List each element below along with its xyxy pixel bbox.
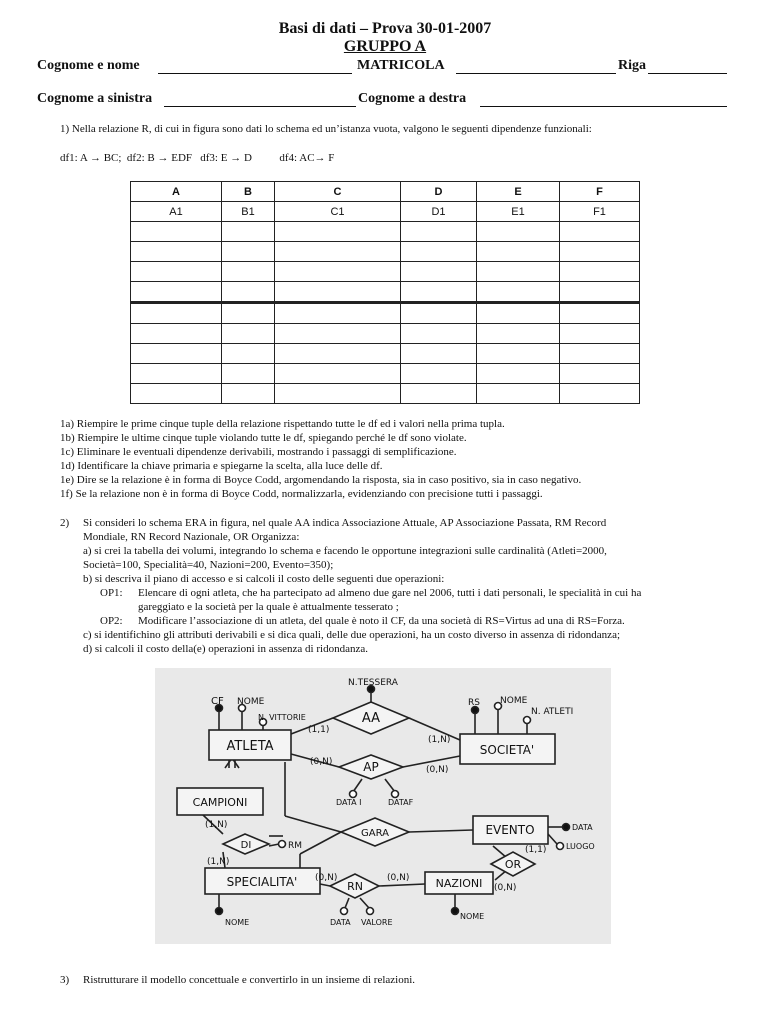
table-row[interactable] bbox=[131, 324, 640, 344]
relationship-label: GARA bbox=[361, 828, 389, 839]
table-row[interactable] bbox=[131, 262, 640, 282]
cardinality-label: (0,N) bbox=[494, 883, 517, 893]
right-neighbor-label: Cognome a destra bbox=[358, 91, 467, 106]
cardinality-label: (1,1) bbox=[525, 845, 547, 855]
name-blank[interactable] bbox=[158, 73, 352, 74]
q2-line: b) si descriva il piano di accesso e si calcoli il costo delle seguenti due operazioni: bbox=[83, 573, 445, 586]
group-label: GRUPPO A bbox=[343, 38, 427, 55]
list-item: 1c) Eliminare le eventuali dipendenze derivabili, mostrando i passaggi di semplificazione. bbox=[60, 446, 457, 459]
q1-dependencies: df1: A → BC; df2: B → EDF df3: E → D df4: AC→ F bbox=[60, 152, 335, 164]
q2-line: Mondiale, RN Record Nazionale, OR Organizza: bbox=[83, 531, 300, 544]
entity-label: CAMPIONI bbox=[192, 796, 248, 809]
cardinality-label: (0,N) bbox=[426, 765, 449, 775]
q2-line: Si consideri lo schema ERA in figura, nel quale AA indica Associazione Attuale, AP Associazione Passata, RM Record bbox=[83, 517, 607, 529]
attribute-label: NOME bbox=[237, 697, 265, 707]
relationship-label: DI bbox=[240, 840, 252, 851]
q2-item-d: d) si calcoli il costo della(e) operazioni in assenza di ridondanza. bbox=[83, 643, 368, 655]
table-row[interactable] bbox=[131, 282, 640, 303]
er-diagram bbox=[155, 668, 611, 944]
list-item: 1e) Dire se la relazione è in forma di Boyce Codd, argomendando la risposta, sia in caso positivo, sia in caso negativo. bbox=[60, 474, 582, 487]
attribute-label: VALORE bbox=[361, 918, 393, 927]
cardinality-label: (0,N) bbox=[387, 873, 410, 883]
attr-dot bbox=[392, 791, 399, 798]
name-label: Cognome e nome bbox=[37, 58, 140, 73]
q1-items bbox=[60, 417, 581, 502]
relationship-label: AA bbox=[361, 711, 381, 726]
op2-text: Modificare l’associazione di un atleta, del quale è noto il CF, da una società di RS=Virtus ad una di RS=Forza. bbox=[138, 615, 625, 627]
riga-blank[interactable] bbox=[648, 73, 727, 74]
attribute-label: NOME bbox=[225, 918, 250, 927]
col-header: E bbox=[477, 182, 560, 202]
col-header: C bbox=[275, 182, 401, 202]
cardinality-label: (1,N) bbox=[428, 735, 451, 745]
table-row[interactable] bbox=[131, 242, 640, 262]
table-row[interactable] bbox=[131, 384, 640, 404]
attr-key-dot bbox=[563, 824, 570, 831]
table-cell: F1 bbox=[560, 202, 640, 222]
q2-line: a) si crei la tabella dei volumi, integrando lo schema e facendo le opportune integrazioni sulle cardinalità (Atleti=2000, bbox=[83, 545, 607, 558]
attribute-label: LUOGO bbox=[566, 842, 595, 851]
list-item: 1d) Identificare la chiave primaria e spiegarne la scelta, alla luce delle df. bbox=[60, 460, 383, 473]
col-header: F bbox=[560, 182, 640, 202]
attribute-label: RS bbox=[468, 698, 480, 708]
attr-dot bbox=[557, 843, 564, 850]
attribute-label: CF bbox=[211, 696, 224, 707]
cardinality-label: (1,1) bbox=[308, 725, 330, 735]
table-row[interactable] bbox=[131, 344, 640, 364]
table-row[interactable] bbox=[131, 364, 640, 384]
matricola-label: MATRICOLA bbox=[357, 58, 445, 73]
table-cell: D1 bbox=[401, 202, 477, 222]
attribute-label: N. VITTORIE bbox=[258, 713, 306, 722]
relationship-label: OR bbox=[504, 858, 522, 871]
relationship-label: AP bbox=[363, 760, 379, 774]
col-header: A bbox=[131, 182, 222, 202]
attribute-label: NOME bbox=[460, 912, 485, 921]
relation-table bbox=[130, 181, 640, 404]
attr-dot bbox=[524, 717, 531, 724]
relationship-label: RN bbox=[347, 880, 363, 893]
table-cell: B1 bbox=[222, 202, 275, 222]
table-row[interactable] bbox=[131, 222, 640, 242]
attr-dot bbox=[350, 791, 357, 798]
attribute-label: DATA I bbox=[336, 798, 362, 807]
op2-label: OP2: bbox=[100, 615, 123, 627]
attr-key-dot bbox=[216, 908, 223, 915]
attr-dot bbox=[367, 908, 374, 915]
list-item: 1f) Se la relazione non è in forma di Boyce Codd, normalizzarla, evidenziando con precisione tutti i passaggi. bbox=[60, 488, 543, 501]
attribute-label: N.TESSERA bbox=[348, 678, 398, 688]
entity-label: EVENTO bbox=[485, 823, 535, 837]
attribute-label: NOME bbox=[500, 696, 528, 706]
list-item: 1b) Riempire le ultime cinque tuple violando tutte le df, spiegando perché le df sono violate. bbox=[60, 432, 467, 445]
cardinality-label: (0,N) bbox=[315, 873, 338, 883]
left-neighbor-label: Cognome a sinistra bbox=[37, 91, 153, 106]
left-neighbor-blank[interactable] bbox=[164, 106, 356, 107]
attribute-label: DATAF bbox=[388, 798, 414, 807]
op1-label: OP1: bbox=[100, 587, 123, 599]
attribute-label: DATA bbox=[572, 823, 593, 832]
exam-title: Basi di dati – Prova 30-01-2007 bbox=[278, 20, 492, 37]
attr-dot bbox=[279, 841, 286, 848]
entity-label: NAZIONI bbox=[435, 877, 483, 890]
entity-label: SOCIETA' bbox=[479, 743, 535, 757]
table-cell: E1 bbox=[477, 202, 560, 222]
q2-number: 2) bbox=[60, 517, 70, 529]
attribute-label: N. ATLETI bbox=[531, 707, 574, 717]
cardinality-label: (1,N) bbox=[205, 820, 228, 830]
q3-text: Ristrutturare il modello concettuale e convertirlo in un insieme di relazioni. bbox=[83, 974, 416, 986]
op1-line: gareggiato e la società per la quale è attualmente tesserato ; bbox=[138, 601, 399, 614]
matricola-blank[interactable] bbox=[456, 73, 616, 74]
table-row bbox=[131, 202, 640, 222]
table-cell: C1 bbox=[275, 202, 401, 222]
attr-dot bbox=[341, 908, 348, 915]
op1-line: Elencare di ogni atleta, che ha partecipato ad almeno due gare nel 2006, tutti i dati personali, le specialità in cui ha bbox=[138, 587, 642, 599]
relation-header-row bbox=[131, 182, 640, 202]
riga-label: Riga bbox=[618, 58, 646, 73]
col-header: B bbox=[222, 182, 275, 202]
q2-text bbox=[83, 516, 607, 586]
cardinality-label: (0,N) bbox=[310, 757, 333, 767]
q2-item-c: c) si identifichino gli attributi derivabili e si dica quali, delle due operazioni, ha un costo diverso in assenza di ridondanza; bbox=[83, 629, 621, 641]
q1-intro: 1) Nella relazione R, di cui in figura sono dati lo schema ed un’istanza vuota, valgono le seguenti dipendenze funzionali: bbox=[60, 123, 592, 135]
right-neighbor-blank[interactable] bbox=[480, 106, 727, 107]
list-item: 1a) Riempire le prime cinque tuple della relazione rispettando tutte le df ed i valori nella prima tupla. bbox=[60, 418, 505, 430]
table-row[interactable] bbox=[131, 303, 640, 324]
table-cell: A1 bbox=[131, 202, 222, 222]
attribute-label: RM bbox=[288, 841, 303, 851]
col-header: D bbox=[401, 182, 477, 202]
op1-text bbox=[138, 586, 641, 614]
q3-number: 3) bbox=[60, 974, 70, 986]
entity-label: ATLETA bbox=[226, 739, 274, 754]
cardinality-label: (1,N) bbox=[207, 857, 230, 867]
entity-label: SPECIALITA' bbox=[226, 875, 298, 889]
attr-key-dot bbox=[452, 908, 459, 915]
q2-line: Società=100, Specialità=40, Nazioni=200, Evento=350); bbox=[83, 559, 334, 572]
attribute-label: DATA bbox=[330, 918, 351, 927]
